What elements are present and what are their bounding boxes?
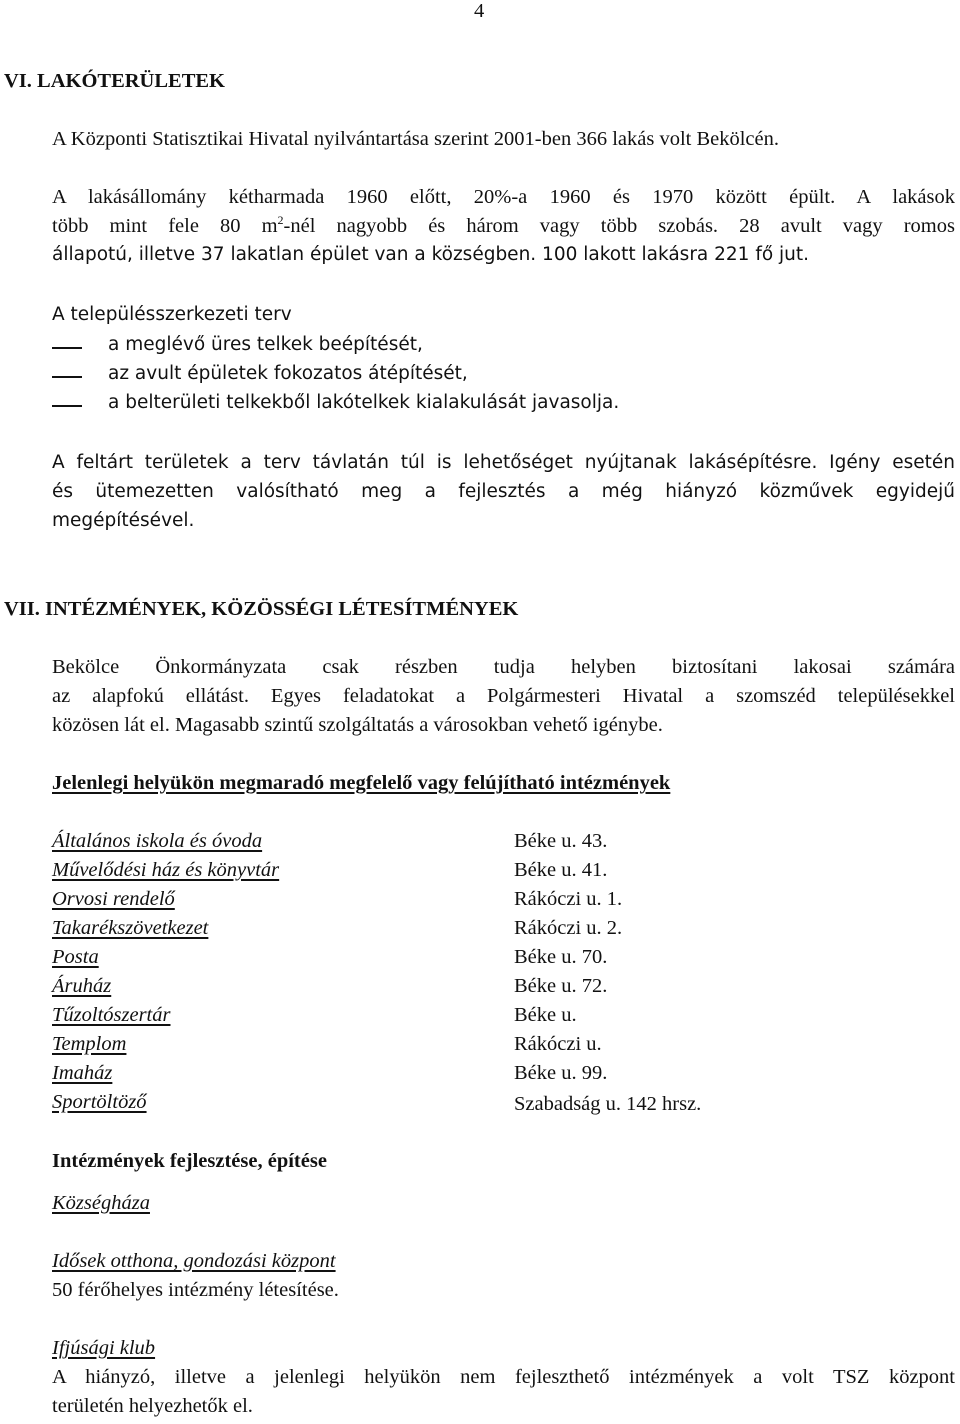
paragraph-line: az alapfokú ellátást. Egyes feladatokat a Polgármesteri Hivatal a szomszéd településekkel — [52, 685, 955, 707]
paragraph-line: A lakásállomány kétharmada 1960 előtt, 20%-a 1960 és 1970 között épült. A lakások — [52, 186, 955, 208]
institution-name: Imaház — [52, 1062, 113, 1084]
institution-address: Béke u. 43. — [514, 830, 608, 852]
list-dash — [52, 405, 82, 407]
list-item: a belterületi telkekből lakótelkek kialakulását javasolja. — [108, 392, 620, 413]
list-dash — [52, 376, 82, 378]
paragraph-line: állapotú, illetve 37 lakatlan épület van a községben. 100 lakott lakásra 221 fő jut. — [52, 244, 810, 265]
section-heading: VII. INTÉZMÉNYEK, KÖZÖSSÉGI LÉTESÍTMÉNYEK — [4, 598, 519, 620]
institution-name: Orvosi rendelő — [52, 888, 175, 910]
paragraph-line: A feltárt területek a terv távlatán túl is lehetőséget nyújtanak lakásépítésre. Igény esetén — [52, 452, 955, 473]
development-title: Községháza — [52, 1192, 150, 1214]
development-title: Ifjúsági klub — [52, 1337, 156, 1359]
paragraph-line: megépítésével. — [52, 510, 195, 531]
institution-address: Rákóczi u. 2. — [514, 917, 623, 939]
institution-address: Béke u. 72. — [514, 975, 608, 997]
section-heading: VI. LAKÓTERÜLETEK — [4, 70, 225, 92]
institution-name: Áruház — [52, 975, 112, 997]
institution-address: Béke u. 41. — [514, 859, 608, 881]
list-item: az avult épületek fokozatos átépítését, — [108, 363, 468, 384]
page-number: 4 — [474, 0, 485, 22]
paragraph-line: Bekölce Önkormányzata csak részben tudja helyben biztosítani lakosai számára — [52, 656, 955, 678]
institution-address: Rákóczi u. — [514, 1033, 602, 1055]
institution-name: Művelődési ház és könyvtár — [52, 859, 280, 881]
institution-name: Takarékszövetkezet — [52, 917, 209, 939]
plan-intro: A településszerkezeti terv — [52, 304, 292, 325]
paragraph-line: közösen lát el. Magasabb szintű szolgáltatás a városokban vehető igénybe. — [52, 714, 663, 736]
paragraph-line: A Központi Statisztikai Hivatal nyilvántartása szerint 2001-ben 366 lakás volt Bekölcén. — [52, 128, 780, 150]
paragraph-line: több mint fele 80 $m^2$-nél nagyobb és három vagy több szobás. 28 avult vagy romos — [52, 213, 955, 237]
subheading: Intézmények fejlesztése, építése — [52, 1150, 327, 1172]
development-title: Idősek otthona, gondozási központ — [52, 1250, 336, 1272]
institution-name: Sportöltöző — [52, 1091, 147, 1113]
list-dash — [52, 347, 82, 349]
development-text: A hiányzó, illetve a jelenlegi helyükön nem fejleszthető intézmények a volt TSZ központ — [52, 1366, 955, 1388]
paragraph-line: és ütemezetten valósítható meg a fejlesztés a még hiányzó közművek egyidejű — [52, 481, 955, 502]
development-text: 50 férőhelyes intézmény létesítése. — [52, 1279, 339, 1301]
institution-address: Béke u. — [514, 1004, 577, 1026]
development-text: területén helyezhetők el. — [52, 1395, 253, 1417]
institution-name: Tűzoltószertár — [52, 1004, 171, 1026]
institution-name: Posta — [52, 946, 99, 968]
institution-address: Béke u. 70. — [514, 946, 608, 968]
institution-address: Béke u. 99. — [514, 1062, 608, 1084]
subheading: Jelenlegi helyükön megmaradó megfelelő vagy felújítható intézmények — [52, 772, 671, 794]
list-item: a meglévő üres telkek beépítését, — [108, 334, 423, 355]
institution-name: Általános iskola és óvoda — [52, 830, 263, 852]
institution-address: Rákóczi u. 1. — [514, 888, 623, 910]
institution-name: Templom — [52, 1033, 127, 1055]
institution-address: Szabadság u. 142 hrsz. — [514, 1093, 702, 1115]
